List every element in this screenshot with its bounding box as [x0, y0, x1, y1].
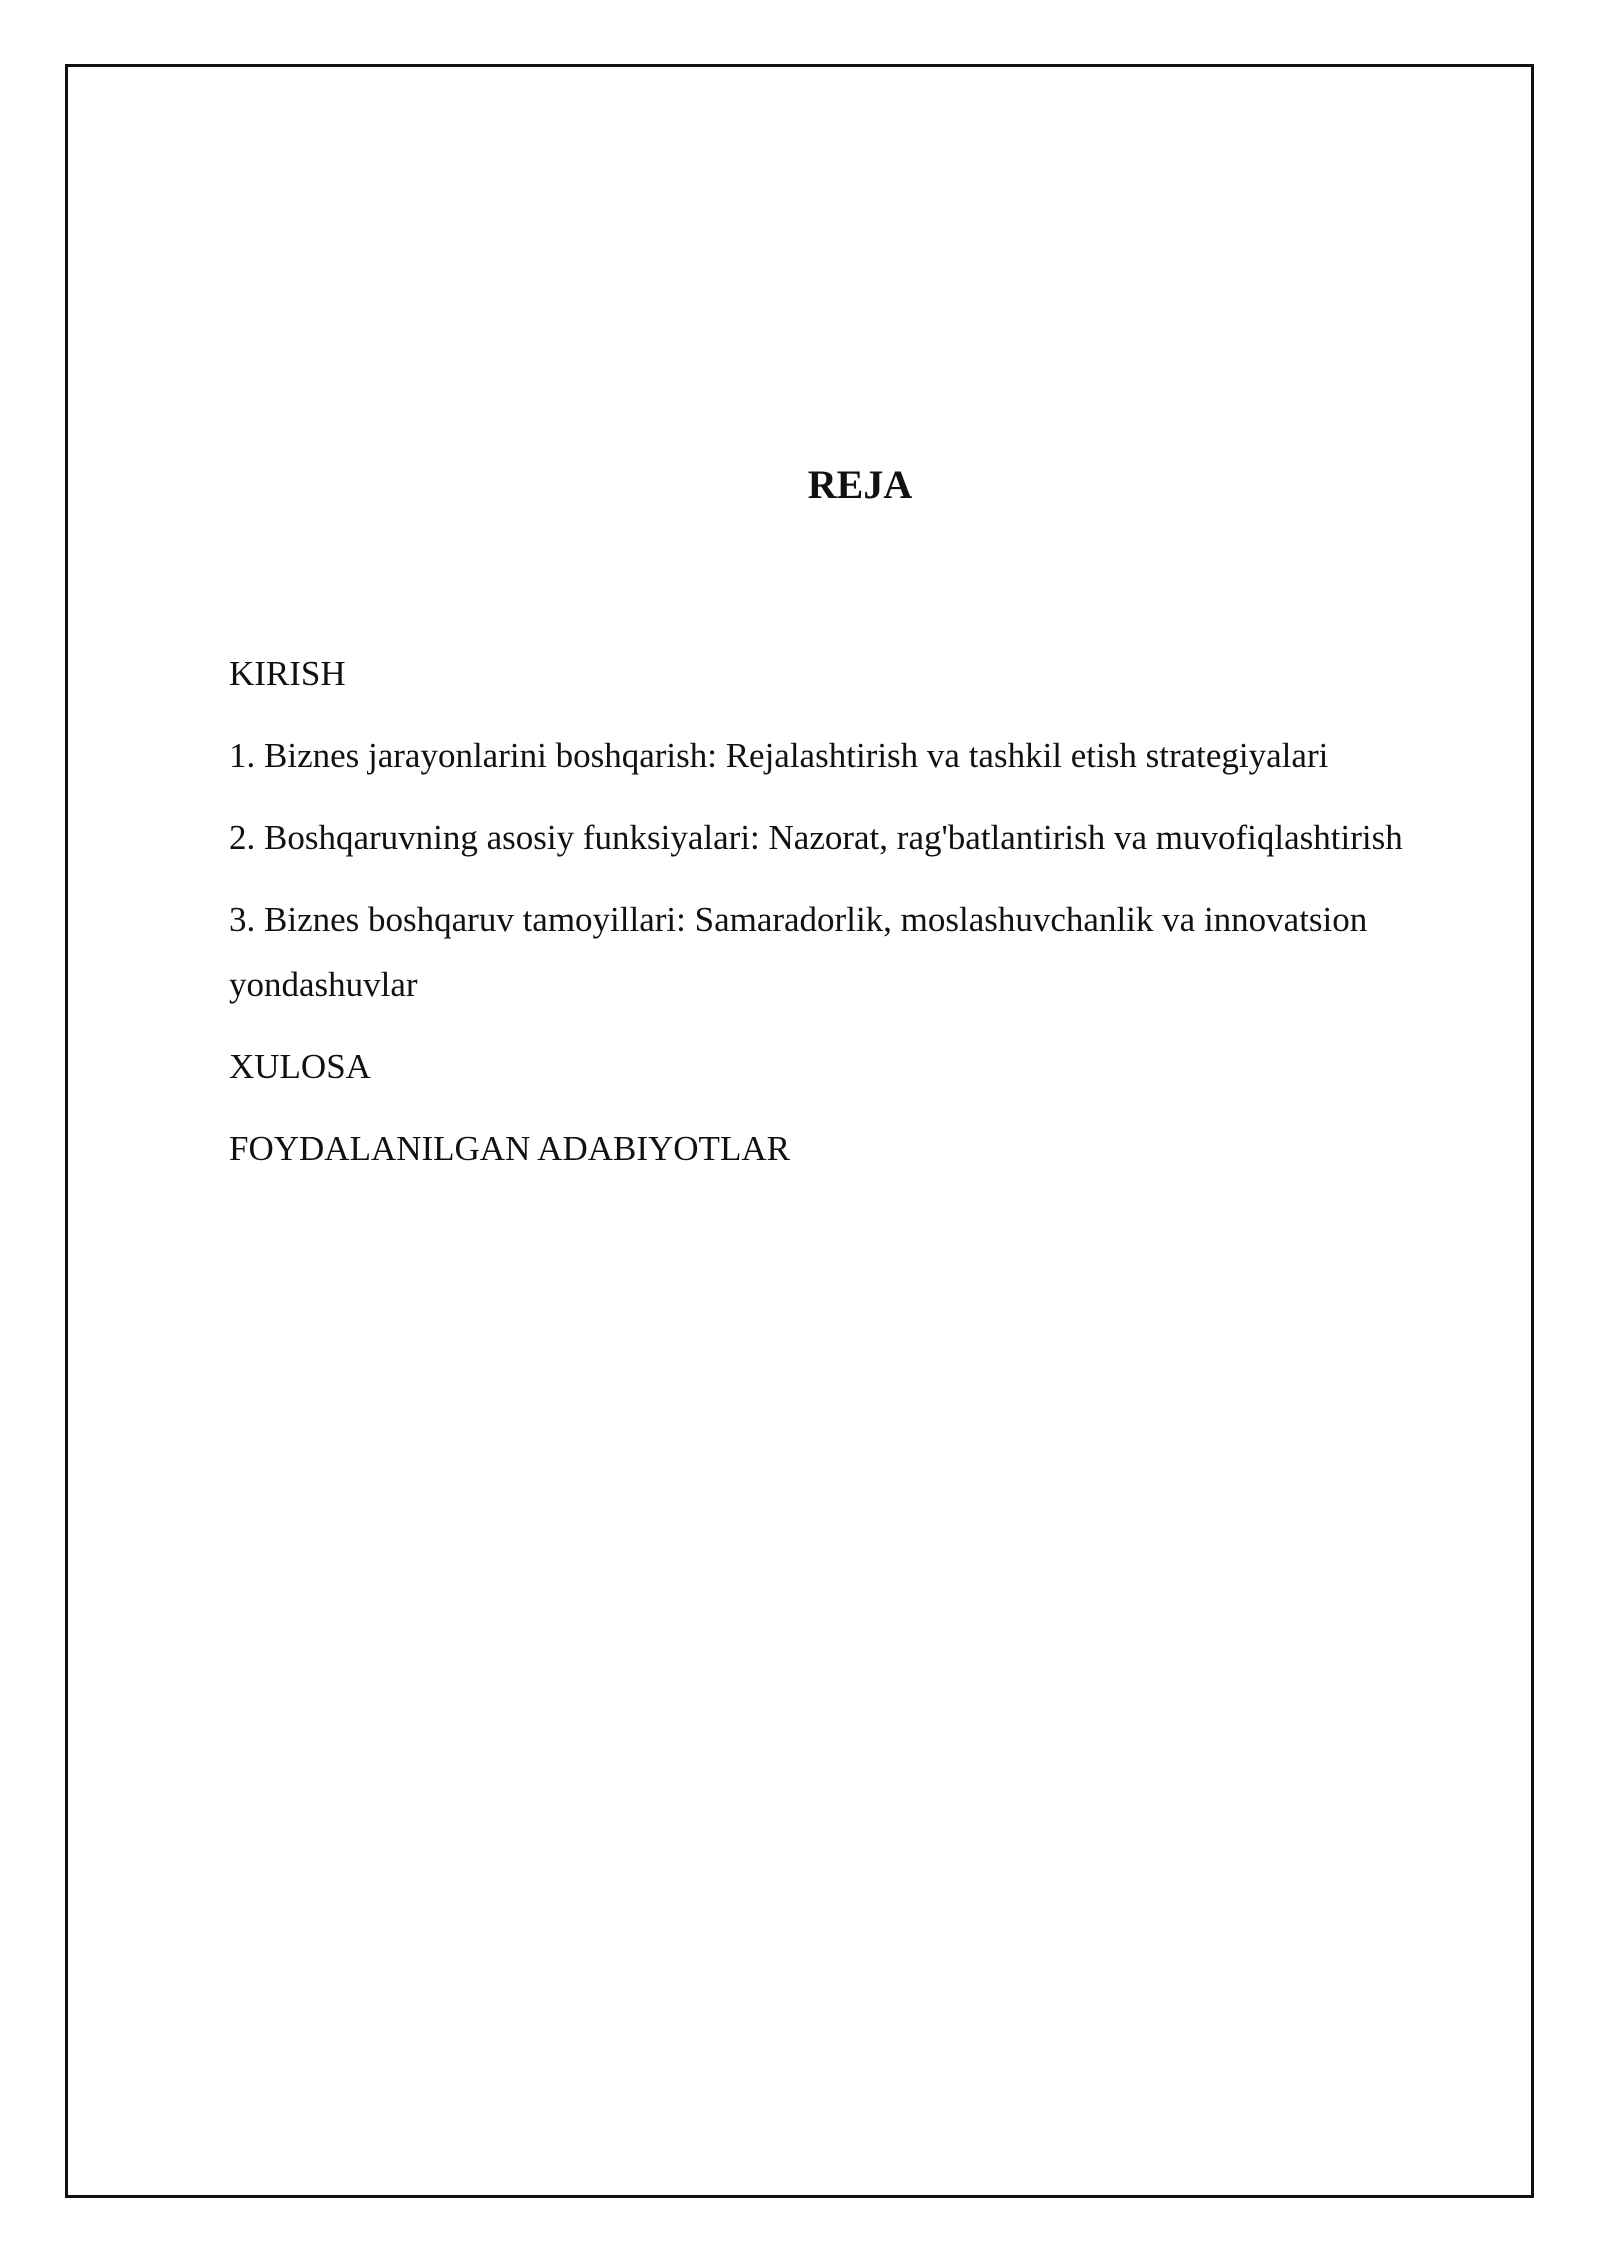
plan-item-3: 3. Biznes boshqaruv tamoyillari: Samaradorlik, moslashuvchanlik va innovatsion yondashuvlar	[229, 900, 1368, 1004]
plan-item-2: 2. Boshqaruvning asosiy funksiyalari: Nazorat, rag'batlantirish va muvofiqlashtirish	[229, 818, 1403, 857]
plan-item-introduction: KIRISH	[229, 654, 346, 693]
plan-item-conclusion: XULOSA	[229, 1047, 371, 1086]
page-title: REJA	[807, 462, 913, 507]
plan-item-references: FOYDALANILGAN ADABIYOTLAR	[229, 1129, 790, 1168]
plan-list	[229, 641, 1479, 1198]
plan-item-1: 1. Biznes jarayonlarini boshqarish: Rejalashtirish va tashkil etish strategiyalari	[229, 736, 1329, 775]
